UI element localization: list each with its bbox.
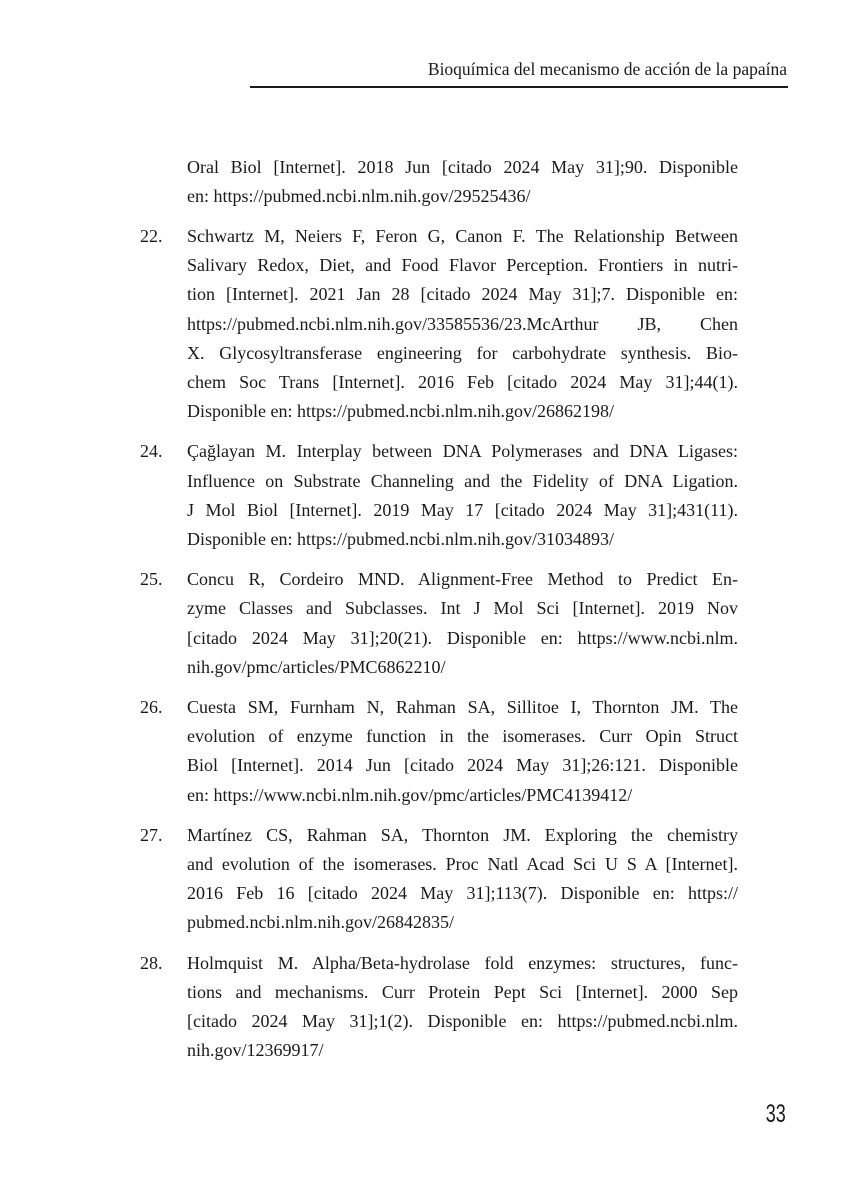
reference-item <box>140 693 738 810</box>
reference-line: and evolution of the isomerases. Proc Natl Acad Sci U S A [Internet]. <box>187 854 738 875</box>
reference-line: pubmed.ncbi.nlm.nih.gov/26842835/ <box>187 912 454 933</box>
page-number: 33 <box>765 1100 786 1128</box>
reference-item <box>140 821 738 938</box>
reference-item <box>140 437 738 554</box>
reference-line: Salivary Redox, Diet, and Food Flavor Perception. Frontiers in nutri- <box>187 255 738 276</box>
reference-line: Schwartz M, Neiers F, Feron G, Canon F. The Relationship Between <box>187 226 738 246</box>
header-rule <box>250 86 788 88</box>
reference-item <box>140 949 738 1066</box>
reference-line: tions and mechanisms. Curr Protein Pept Sci [Internet]. 2000 Sep <box>187 981 738 1002</box>
reference-text <box>187 153 738 211</box>
reference-line: en: https://pubmed.ncbi.nlm.nih.gov/29525436/ <box>187 185 531 206</box>
reference-item <box>140 153 738 211</box>
reference-number: 27. <box>140 824 163 845</box>
reference-line: Disponible en: https://pubmed.ncbi.nlm.nih.gov/26862198/ <box>187 401 614 422</box>
reference-text <box>187 821 738 938</box>
reference-number: 22. <box>140 226 163 246</box>
reference-line: Çağlayan M. Interplay between DNA Polymerases and DNA Ligases: <box>187 441 738 462</box>
running-header-title: Bioquímica del mecanismo de acción de la papaína <box>427 59 787 79</box>
reference-line: X. Glycosyltransferase engineering for carbohydrate synthesis. Bio- <box>187 342 738 363</box>
reference-item <box>140 565 738 682</box>
reference-text <box>187 565 738 682</box>
reference-line: zyme Classes and Subclasses. Int J Mol Sci [Internet]. 2019 Nov <box>187 598 738 619</box>
reference-line: Influence on Substrate Channeling and the Fidelity of DNA Ligation. <box>187 470 738 491</box>
reference-line: evolution of enzyme function in the isomerases. Curr Opin Struct <box>187 726 738 747</box>
reference-number: 26. <box>140 697 163 718</box>
reference-line: https://pubmed.ncbi.nlm.nih.gov/33585536/23.McArthur JB, Chen <box>187 313 738 334</box>
reference-line: Cuesta SM, Furnham N, Rahman SA, Sillitoe I, Thornton JM. The <box>187 697 738 718</box>
reference-line: Martínez CS, Rahman SA, Thornton JM. Exploring the chemistry <box>187 824 738 845</box>
reference-list <box>140 153 738 1077</box>
reference-number: 24. <box>140 441 163 462</box>
reference-text <box>187 693 738 810</box>
reference-text <box>187 949 738 1066</box>
reference-line: Disponible en: https://pubmed.ncbi.nlm.nih.gov/31034893/ <box>187 529 614 550</box>
reference-line: Concu R, Cordeiro MND. Alignment-Free Method to Predict En- <box>187 569 738 590</box>
reference-line: 2016 Feb 16 [citado 2024 May 31];113(7). Disponible en: https:// <box>187 883 738 904</box>
reference-line: Oral Biol [Internet]. 2018 Jun [citado 2024 May 31];90. Disponible <box>187 156 738 177</box>
reference-text <box>187 437 738 554</box>
reference-line: Biol [Internet]. 2014 Jun [citado 2024 May 31];26:121. Disponible <box>187 755 738 776</box>
reference-line: nih.gov/12369917/ <box>187 1040 324 1061</box>
reference-line: nih.gov/pmc/articles/PMC6862210/ <box>187 656 446 677</box>
reference-line: Holmquist M. Alpha/Beta-hydrolase fold enzymes: structures, func- <box>187 952 738 973</box>
reference-line: tion [Internet]. 2021 Jan 28 [citado 2024 May 31];7. Disponible en: <box>187 284 738 305</box>
reference-line: [citado 2024 May 31];1(2). Disponible en: https://pubmed.ncbi.nlm. <box>187 1011 738 1032</box>
reference-number: 25. <box>140 569 163 590</box>
reference-line: en: https://www.ncbi.nlm.nih.gov/pmc/articles/PMC4139412/ <box>187 784 633 805</box>
reference-line: [citado 2024 May 31];20(21). Disponible en: https://www.ncbi.nlm. <box>187 627 738 648</box>
reference-line: J Mol Biol [Internet]. 2019 May 17 [citado 2024 May 31];431(11). <box>187 499 738 520</box>
reference-text <box>187 222 738 426</box>
reference-item <box>140 222 738 426</box>
reference-line: chem Soc Trans [Internet]. 2016 Feb [citado 2024 May 31];44(1). <box>187 372 738 393</box>
reference-number: 28. <box>140 952 163 973</box>
